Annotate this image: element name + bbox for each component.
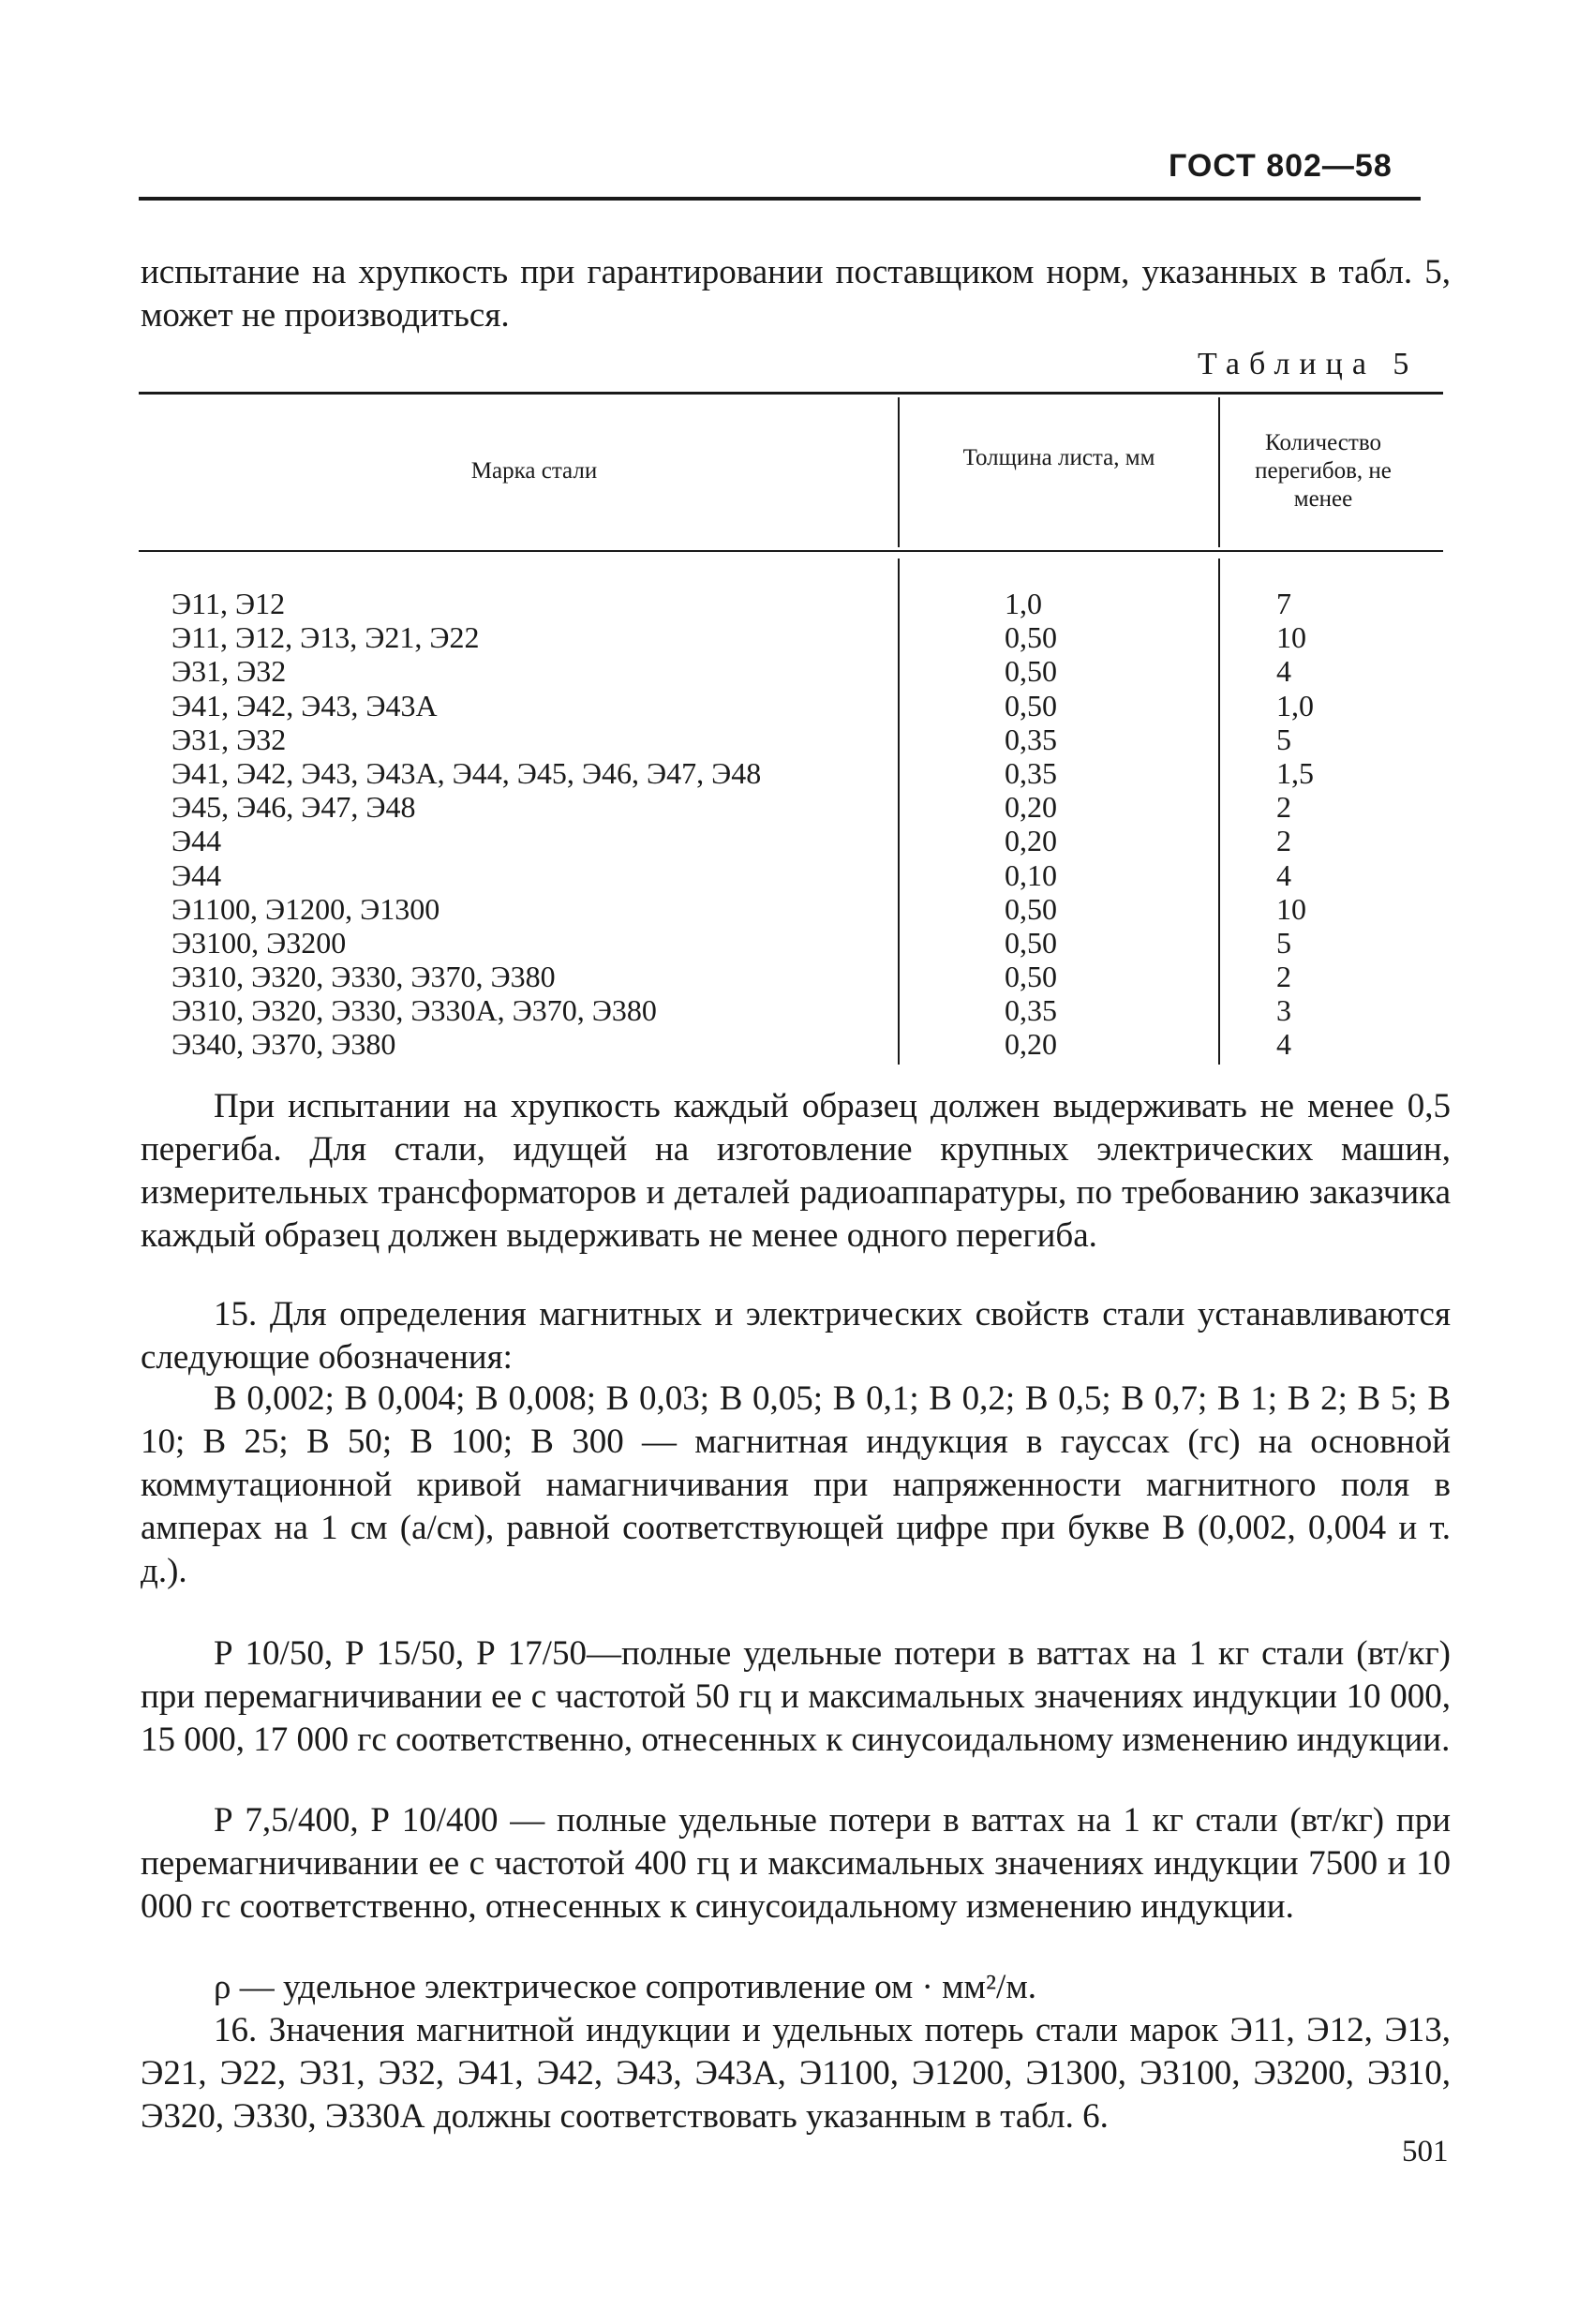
table-top-rule: [139, 392, 1443, 395]
paragraph-losses-50: Р 10/50, Р 15/50, Р 17/50—полные удельные потери в ваттах на 1 кг стали (вт/кг) при перемагничивании ее с частотой 50 гц и максимальных значениях индукции 10 000, 15 000, 17 000 гс соответственно, отнесенных к синусоидальному изменению индукции.: [141, 1634, 1451, 1759]
column-header-bends: Количество перегибов, не менее: [1255, 430, 1392, 512]
column-header-steel-grade: Марка стали: [470, 458, 598, 484]
bends-cell: 5: [1276, 925, 1291, 960]
steel-grade-cell: Э31, Э32: [171, 654, 287, 689]
steel-grade-cell: Э310, Э320, Э330, Э370, Э380: [171, 960, 556, 994]
column-header-thickness: Толщина листа, мм: [962, 445, 1155, 470]
thickness-cell: 1,0: [1005, 587, 1042, 620]
table-header-rule: [139, 550, 1443, 552]
header-rule: [139, 197, 1421, 201]
thickness-cell: 0,20: [1005, 824, 1057, 858]
steel-grade-cell: Э340, Э370, Э380: [171, 1027, 396, 1062]
bends-cell: 2: [1276, 790, 1291, 825]
steel-grade-cell: Э44: [171, 857, 222, 892]
paragraph-resistivity: ρ — удельное электрическое сопротивление ом · мм²/м.: [214, 1968, 1036, 2006]
steel-grade-cell: Э11, Э12: [171, 587, 286, 620]
bends-cell: 4: [1276, 1027, 1291, 1062]
bends-cell: 3: [1276, 993, 1291, 1028]
steel-grade-column: [171, 587, 902, 1062]
bends-cell: 7: [1276, 587, 1291, 620]
bends-cell: 1,0: [1276, 688, 1314, 723]
paragraph-losses-400: Р 7,5/400, Р 10/400 — полные удельные потери в ваттах на 1 кг стали (вт/кг) при перемагничивании ее с частотой 400 гц и максимальных значениях индукции 7500 и 10 000 гс соответственно, отнесенных к синусоидальному изменению индукции.: [141, 1801, 1451, 1926]
paragraph-15: 15. Для определения магнитных и электрических свойств стали устанавливаются следующие обозначения:: [141, 1295, 1451, 1377]
steel-grade-cell: Э11, Э12, Э13, Э21, Э22: [171, 620, 480, 655]
bends-cell: 4: [1276, 857, 1291, 892]
intro-text: испытание на хрупкость при гарантировании поставщиком норм, указанных в табл. 5, может не производиться.: [141, 253, 1451, 335]
thickness-cell: 0,50: [1005, 620, 1057, 655]
bends-cell: 2: [1276, 824, 1291, 858]
thickness-cell: 0,20: [1005, 790, 1057, 825]
steel-grade-cell: Э310, Э320, Э330, Э330А, Э370, Э380: [171, 993, 657, 1028]
thickness-cell: 0,50: [1005, 960, 1057, 994]
steel-grade-cell: Э44: [171, 824, 222, 858]
steel-grade-cell: Э45, Э46, Э47, Э48: [171, 790, 416, 825]
table-caption: Таблица 5: [1198, 347, 1419, 381]
bends-cell: 4: [1276, 654, 1291, 689]
paragraph-16: 16. Значения магнитной индукции и удельных потерь стали марок Э11, Э12, Э13, Э21, Э22, Э31, Э32, Э41, Э42, Э43, Э43А, Э1100, Э1200, Э1300, Э3100, Э3200, Э310, Э320, Э330, Э330А должны соответствовать указанным в табл. 6.: [141, 2011, 1451, 2136]
bends-column: [1276, 587, 1351, 1062]
table-divider: [1218, 559, 1220, 1065]
bends-cell: 1,5: [1276, 755, 1314, 790]
page-number: 501: [1402, 2135, 1449, 2168]
steel-grade-cell: Э41, Э42, Э43, Э43А, Э44, Э45, Э46, Э47, Э48: [171, 755, 762, 790]
thickness-cell: 0,35: [1005, 722, 1057, 756]
steel-grade-cell: Э41, Э42, Э43, Э43А: [171, 688, 438, 723]
bends-cell: 10: [1276, 891, 1306, 926]
thickness-cell: 0,35: [1005, 755, 1057, 790]
steel-grade-cell: Э31, Э32: [171, 722, 287, 756]
thickness-column: [1005, 587, 1117, 1062]
bends-cell: 2: [1276, 960, 1291, 994]
table-divider: [898, 397, 900, 547]
thickness-cell: 0,35: [1005, 993, 1057, 1028]
paragraph-induction: В 0,002; В 0,004; В 0,008; В 0,03; В 0,05; В 0,1; В 0,2; В 0,5; В 0,7; В 1; В 2; В 5; В 10; В 25; В 50; В 100; В 300 — магнитная индукция в гауссах (гс) на основной коммутационной кривой намагничивания при напряженности магнитного поля в амперах на 1 см (а/см), равной соответствующей цифре при букве В (0,002, 0,004 и т. д.).: [141, 1379, 1451, 1590]
bends-cell: 10: [1276, 620, 1306, 655]
thickness-cell: 0,50: [1005, 688, 1057, 723]
thickness-cell: 0,50: [1005, 891, 1057, 926]
steel-grade-cell: Э3100, Э3200: [171, 925, 347, 960]
bends-cell: 5: [1276, 722, 1291, 756]
steel-grade-cell: Э1100, Э1200, Э1300: [171, 891, 440, 926]
paragraph-brittleness: При испытании на хрупкость каждый образец должен выдерживать не менее 0,5 перегиба. Для стали, идущей на изготовление крупных электрических машин, измерительных трансформаторов и деталей радиоаппаратуры, по требованию заказчика каждый образец должен выдерживать не менее одного перегиба.: [141, 1087, 1451, 1255]
thickness-cell: 0,20: [1005, 1027, 1057, 1062]
table-divider: [1218, 397, 1220, 547]
thickness-cell: 0,50: [1005, 925, 1057, 960]
thickness-cell: 0,50: [1005, 654, 1057, 689]
thickness-cell: 0,10: [1005, 857, 1057, 892]
document-header: ГОСТ 802—58: [1169, 148, 1393, 184]
